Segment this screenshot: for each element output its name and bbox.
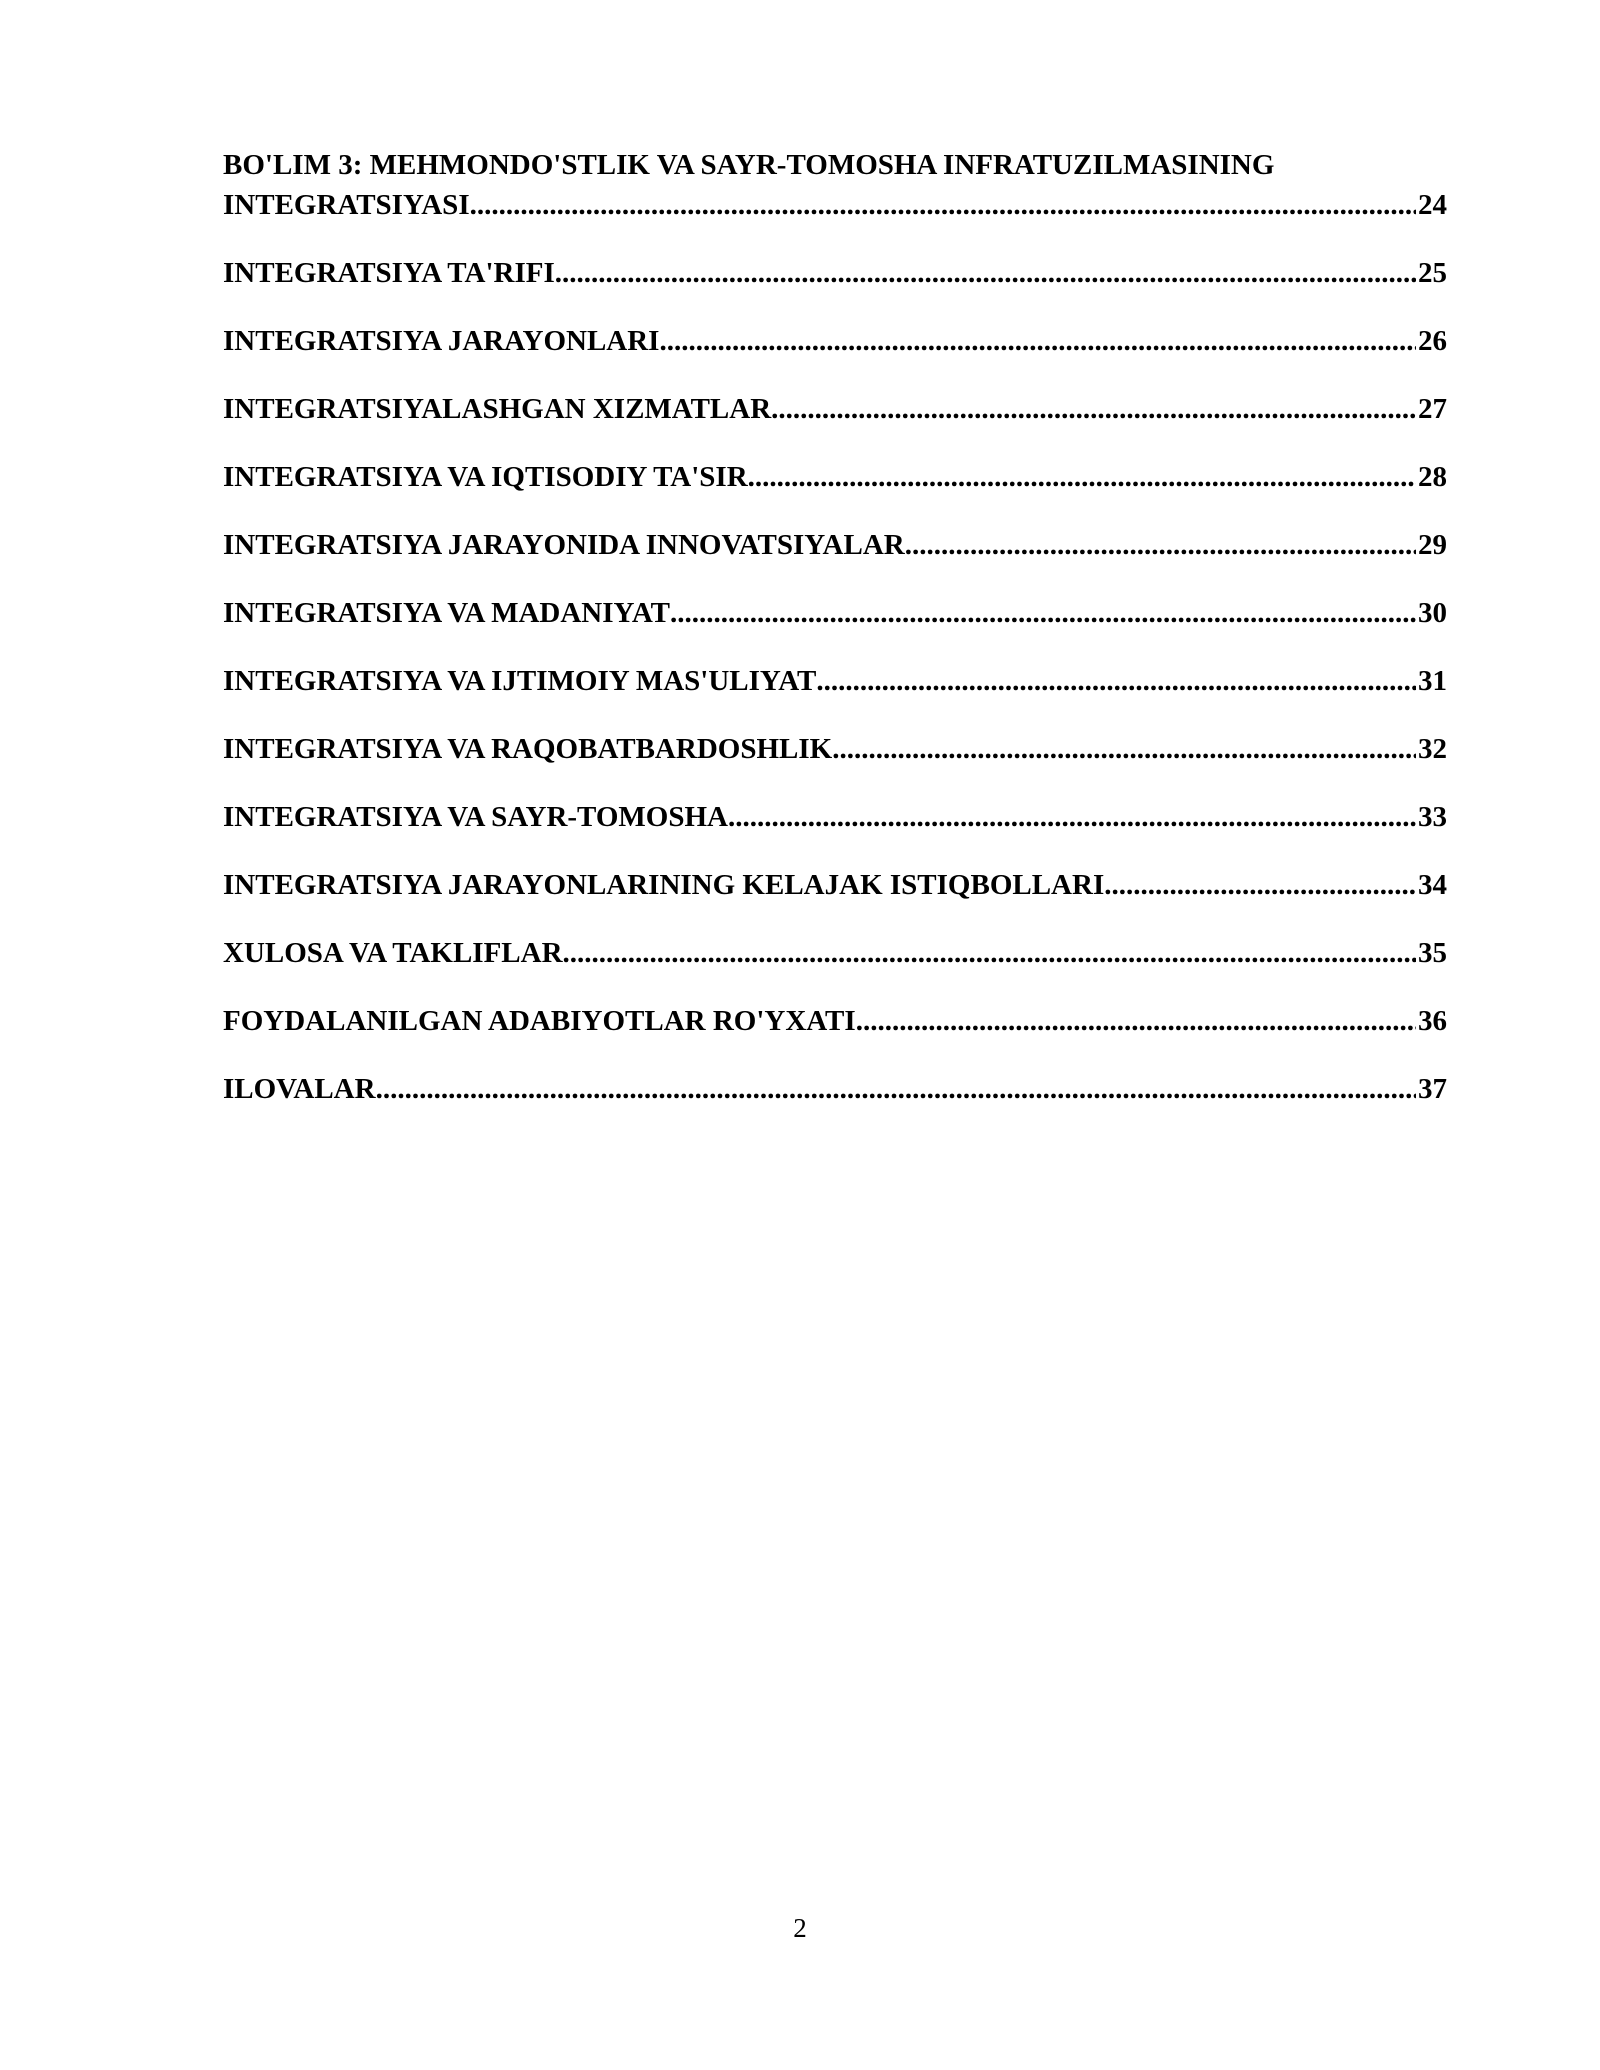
toc-page-number: 27 [1418, 393, 1447, 425]
toc-entry-line [223, 253, 1447, 293]
toc-leader-dots [905, 525, 1416, 565]
toc-page-number: 33 [1418, 801, 1447, 833]
toc-leader-dots [748, 457, 1416, 497]
toc-page-number: 36 [1418, 1005, 1447, 1037]
toc-entry-line [223, 865, 1447, 905]
toc-entry-line [223, 185, 1447, 225]
toc-leader-dots [1104, 865, 1416, 905]
toc-page-number: 30 [1418, 597, 1447, 629]
toc-entry[interactable] [223, 797, 1447, 837]
toc-entry-section-3[interactable] [223, 145, 1447, 225]
toc-entry[interactable] [223, 321, 1447, 361]
toc-entry-line [223, 933, 1447, 973]
table-of-contents [223, 145, 1447, 1137]
toc-entry-title: XULOSA VA TAKLIFLAR [223, 937, 563, 969]
toc-entry[interactable] [223, 661, 1447, 701]
toc-leader-dots [771, 389, 1416, 429]
toc-entry-title: INTEGRATSIYA JARAYONIDA INNOVATSIYALAR [223, 529, 905, 561]
toc-leader-dots [659, 321, 1416, 361]
toc-entry[interactable] [223, 525, 1447, 565]
toc-leader-dots [555, 253, 1416, 293]
toc-entry[interactable] [223, 1069, 1447, 1109]
toc-page-number: 35 [1418, 937, 1447, 969]
toc-entry-line [223, 729, 1447, 769]
toc-page-number: 28 [1418, 461, 1447, 493]
toc-entry-line [223, 797, 1447, 837]
toc-entry-title: FOYDALANILGAN ADABIYOTLAR RO'YXATI [223, 1005, 856, 1037]
toc-leader-dots [832, 729, 1416, 769]
toc-entry-title: INTEGRATSIYA JARAYONLARI [223, 325, 660, 357]
toc-leader-dots [376, 1069, 1416, 1109]
toc-entry-line [223, 593, 1447, 633]
toc-page-number: 25 [1418, 257, 1447, 289]
toc-entry-title: INTEGRATSIYA VA RAQOBATBARDOSHLIK [223, 733, 833, 765]
toc-entry[interactable] [223, 457, 1447, 497]
toc-leader-dots [816, 661, 1416, 701]
toc-leader-dots [728, 797, 1416, 837]
toc-entry-title: INTEGRATSIYA VA IQTISODIY TA'SIR [223, 461, 748, 493]
toc-entry-line [223, 661, 1447, 701]
toc-leader-dots [856, 1001, 1416, 1041]
toc-entry-line [223, 525, 1447, 565]
toc-entry-title-line1: BO'LIM 3: MEHMONDO'STLIK VA SAYR-TOMOSHA INFRATUZILMASINING [223, 149, 1275, 181]
toc-entry[interactable] [223, 593, 1447, 633]
toc-entry-line [223, 389, 1447, 429]
toc-entry-title: ILOVALAR [223, 1073, 376, 1105]
toc-entry[interactable] [223, 389, 1447, 429]
toc-entry-title: INTEGRATSIYA VA IJTIMOIY MAS'ULIYAT [223, 665, 817, 697]
toc-page-number: 32 [1418, 733, 1447, 765]
toc-entry-line [223, 321, 1447, 361]
toc-page-number: 31 [1418, 665, 1447, 697]
toc-entry-line [223, 1001, 1447, 1041]
toc-entry[interactable] [223, 933, 1447, 973]
toc-entry[interactable] [223, 253, 1447, 293]
toc-entry-title: INTEGRATSIYALASHGAN XIZMATLAR [223, 393, 772, 425]
toc-page-number: 37 [1418, 1073, 1447, 1105]
page-number-footer: 2 [793, 1913, 807, 1943]
toc-entry-line [223, 1069, 1447, 1109]
toc-entry-title: INTEGRATSIYASI [223, 189, 470, 221]
toc-leader-dots [670, 593, 1416, 633]
toc-page-number: 29 [1418, 529, 1447, 561]
toc-page-number: 34 [1418, 869, 1447, 901]
toc-entry-title: INTEGRATSIYA VA SAYR-TOMOSHA [223, 801, 728, 833]
toc-entry[interactable] [223, 865, 1447, 905]
toc-entry-title: INTEGRATSIYA VA MADANIYAT [223, 597, 670, 629]
toc-entry-title: INTEGRATSIYA JARAYONLARINING KELAJAK ISTIQBOLLARI [223, 869, 1105, 901]
toc-leader-dots [563, 933, 1416, 973]
toc-page-number: 24 [1418, 189, 1447, 221]
toc-page-number: 26 [1418, 325, 1447, 357]
toc-entry[interactable] [223, 1001, 1447, 1041]
toc-entry-title: INTEGRATSIYA TA'RIFI [223, 257, 555, 289]
toc-entry[interactable] [223, 729, 1447, 769]
toc-leader-dots [470, 185, 1416, 225]
toc-entry-line [223, 457, 1447, 497]
